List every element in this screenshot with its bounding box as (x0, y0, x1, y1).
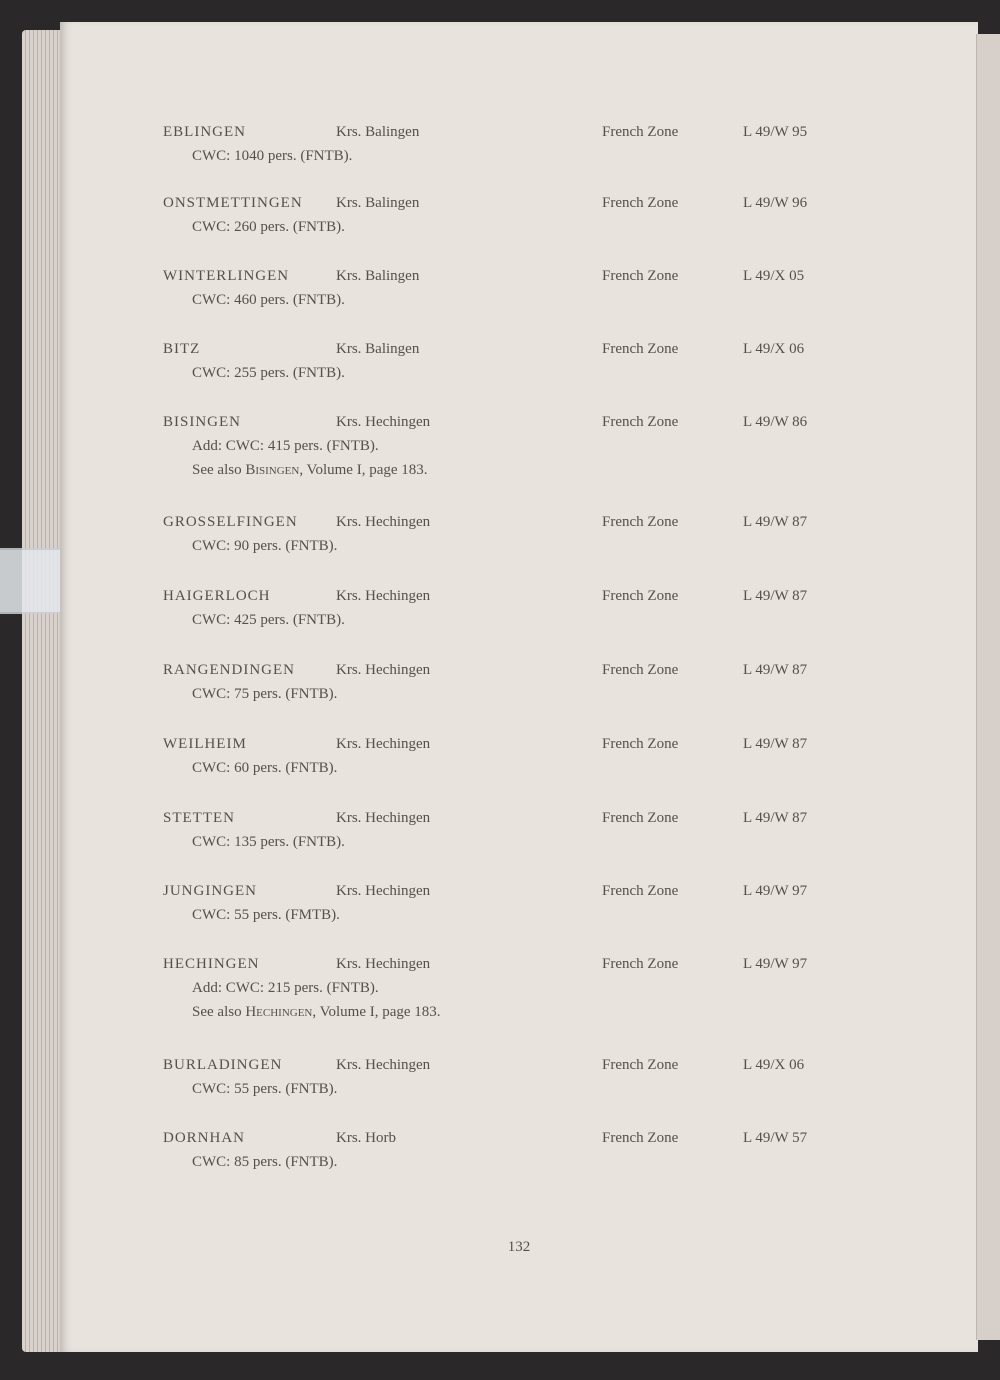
map-reference: L 49/W 87 (743, 736, 808, 752)
zone-name: French Zone (602, 883, 679, 899)
gazetteer-entry (60, 810, 978, 858)
book-page (60, 22, 978, 1352)
zone-name: French Zone (602, 1057, 679, 1073)
map-reference: L 49/W 87 (743, 810, 808, 826)
entry-detail-line (60, 538, 978, 562)
place-name: HAIGERLOCH (163, 588, 271, 604)
cwc-count: CWC: 135 pers. (FNTB). (192, 834, 345, 850)
gazetteer-entry (60, 588, 978, 636)
entry-header-line (60, 662, 978, 686)
see-also-prefix: See also (192, 1004, 246, 1020)
place-name: BITZ (163, 341, 201, 357)
gazetteer-entry (60, 124, 978, 172)
gazetteer-entry (60, 956, 978, 1028)
cwc-count: Add: CWC: 415 pers. (FNTB). (192, 438, 379, 454)
map-reference: L 49/W 95 (743, 124, 808, 140)
district-name: Krs. Hechingen (336, 588, 431, 604)
place-name: RANGENDINGEN (163, 662, 295, 678)
cwc-count: CWC: 425 pers. (FNTB). (192, 612, 345, 628)
entry-header-line (60, 124, 978, 148)
district-name: Krs. Hechingen (336, 810, 431, 826)
facing-page-edge (976, 34, 1000, 1340)
cwc-count: CWC: 75 pers. (FNTB). (192, 686, 338, 702)
entry-detail-line (60, 219, 978, 243)
entry-header-line (60, 588, 978, 612)
place-name: EBLINGEN (163, 124, 246, 140)
place-name: DORNHAN (163, 1130, 245, 1146)
entry-header-line (60, 414, 978, 438)
place-name: JUNGINGEN (163, 883, 257, 899)
zone-name: French Zone (602, 268, 679, 284)
entry-header-line (60, 341, 978, 365)
entry-detail-line (60, 1154, 978, 1178)
map-reference: L 49/W 96 (743, 195, 808, 211)
entry-header-line (60, 1057, 978, 1081)
entry-header-line (60, 514, 978, 538)
district-name: Krs. Balingen (336, 268, 420, 284)
zone-name: French Zone (602, 341, 679, 357)
cwc-count: Add: CWC: 215 pers. (FNTB). (192, 980, 379, 996)
zone-name: French Zone (602, 414, 679, 430)
place-name: WEILHEIM (163, 736, 247, 752)
see-also-suffix: , Volume I, page 183. (299, 462, 428, 478)
entry-detail-line (60, 292, 978, 316)
see-also-reference (192, 1004, 441, 1021)
entry-detail-line (60, 462, 978, 486)
entry-detail-line (60, 1081, 978, 1105)
district-name: Krs. Balingen (336, 341, 420, 357)
zone-name: French Zone (602, 662, 679, 678)
entry-header-line (60, 810, 978, 834)
zone-name: French Zone (602, 736, 679, 752)
zone-name: French Zone (602, 810, 679, 826)
map-reference: L 49/W 87 (743, 662, 808, 678)
map-reference: L 49/X 06 (743, 1057, 805, 1073)
gazetteer-entry (60, 514, 978, 562)
map-reference: L 49/W 97 (743, 956, 808, 972)
map-reference: L 49/W 87 (743, 588, 808, 604)
district-name: Krs. Hechingen (336, 414, 431, 430)
place-name: STETTEN (163, 810, 235, 826)
zone-name: French Zone (602, 195, 679, 211)
entry-detail-line (60, 834, 978, 858)
see-also-place: Bisingen (245, 462, 300, 478)
district-name: Krs. Hechingen (336, 736, 431, 752)
zone-name: French Zone (602, 1130, 679, 1146)
place-name: BISINGEN (163, 414, 241, 430)
gazetteer-entry (60, 414, 978, 486)
cwc-count: CWC: 1040 pers. (FNTB). (192, 148, 353, 164)
gazetteer-entry (60, 268, 978, 316)
gazetteer-entry (60, 1130, 978, 1178)
cwc-count: CWC: 60 pers. (FNTB). (192, 760, 338, 776)
zone-name: French Zone (602, 588, 679, 604)
map-reference: L 49/W 86 (743, 414, 808, 430)
entry-header-line (60, 268, 978, 292)
map-reference: L 49/W 87 (743, 514, 808, 530)
district-name: Krs. Balingen (336, 124, 420, 140)
map-reference: L 49/X 05 (743, 268, 805, 284)
entry-header-line (60, 736, 978, 760)
entry-detail-line (60, 760, 978, 784)
cwc-count: CWC: 55 pers. (FMTB). (192, 907, 340, 923)
see-also-prefix: See also (192, 462, 246, 478)
entry-detail-line (60, 907, 978, 931)
entry-detail-line (60, 365, 978, 389)
district-name: Krs. Hechingen (336, 956, 431, 972)
district-name: Krs. Hechingen (336, 662, 431, 678)
district-name: Krs. Horb (336, 1130, 396, 1146)
entry-detail-line (60, 686, 978, 710)
see-also-reference (192, 462, 428, 479)
entry-header-line (60, 195, 978, 219)
map-reference: L 49/W 97 (743, 883, 808, 899)
entry-header-line (60, 1130, 978, 1154)
entry-detail-line (60, 612, 978, 636)
gazetteer-entry (60, 883, 978, 931)
cwc-count: CWC: 260 pers. (FNTB). (192, 219, 345, 235)
cwc-count: CWC: 460 pers. (FNTB). (192, 292, 345, 308)
cwc-count: CWC: 255 pers. (FNTB). (192, 365, 345, 381)
entry-detail-line (60, 438, 978, 462)
place-name: HECHINGEN (163, 956, 260, 972)
cwc-count: CWC: 90 pers. (FNTB). (192, 538, 338, 554)
gazetteer-entry (60, 1057, 978, 1105)
gazetteer-entry (60, 662, 978, 710)
district-name: Krs. Balingen (336, 195, 420, 211)
entry-detail-line (60, 1004, 978, 1028)
gazetteer-entry (60, 195, 978, 243)
page-number: 132 (507, 1239, 531, 1255)
see-also-place: Hechingen (245, 1004, 313, 1020)
gazetteer-entry (60, 341, 978, 389)
district-name: Krs. Hechingen (336, 1057, 431, 1073)
gazetteer-entry (60, 736, 978, 784)
zone-name: French Zone (602, 956, 679, 972)
place-name: ONSTMETTINGEN (163, 195, 303, 211)
zone-name: French Zone (602, 514, 679, 530)
place-name: WINTERLINGEN (163, 268, 290, 284)
entry-detail-line (60, 148, 978, 172)
place-name: BURLADINGEN (163, 1057, 283, 1073)
cwc-count: CWC: 85 pers. (FNTB). (192, 1154, 338, 1170)
entry-detail-line (60, 980, 978, 1004)
map-reference: L 49/X 06 (743, 341, 805, 357)
district-name: Krs. Hechingen (336, 883, 431, 899)
entry-header-line (60, 883, 978, 907)
see-also-suffix: , Volume I, page 183. (312, 1004, 441, 1020)
map-reference: L 49/W 57 (743, 1130, 808, 1146)
zone-name: French Zone (602, 124, 679, 140)
cwc-count: CWC: 55 pers. (FNTB). (192, 1081, 338, 1097)
place-name: GROSSELFINGEN (163, 514, 298, 530)
district-name: Krs. Hechingen (336, 514, 431, 530)
entry-header-line (60, 956, 978, 980)
